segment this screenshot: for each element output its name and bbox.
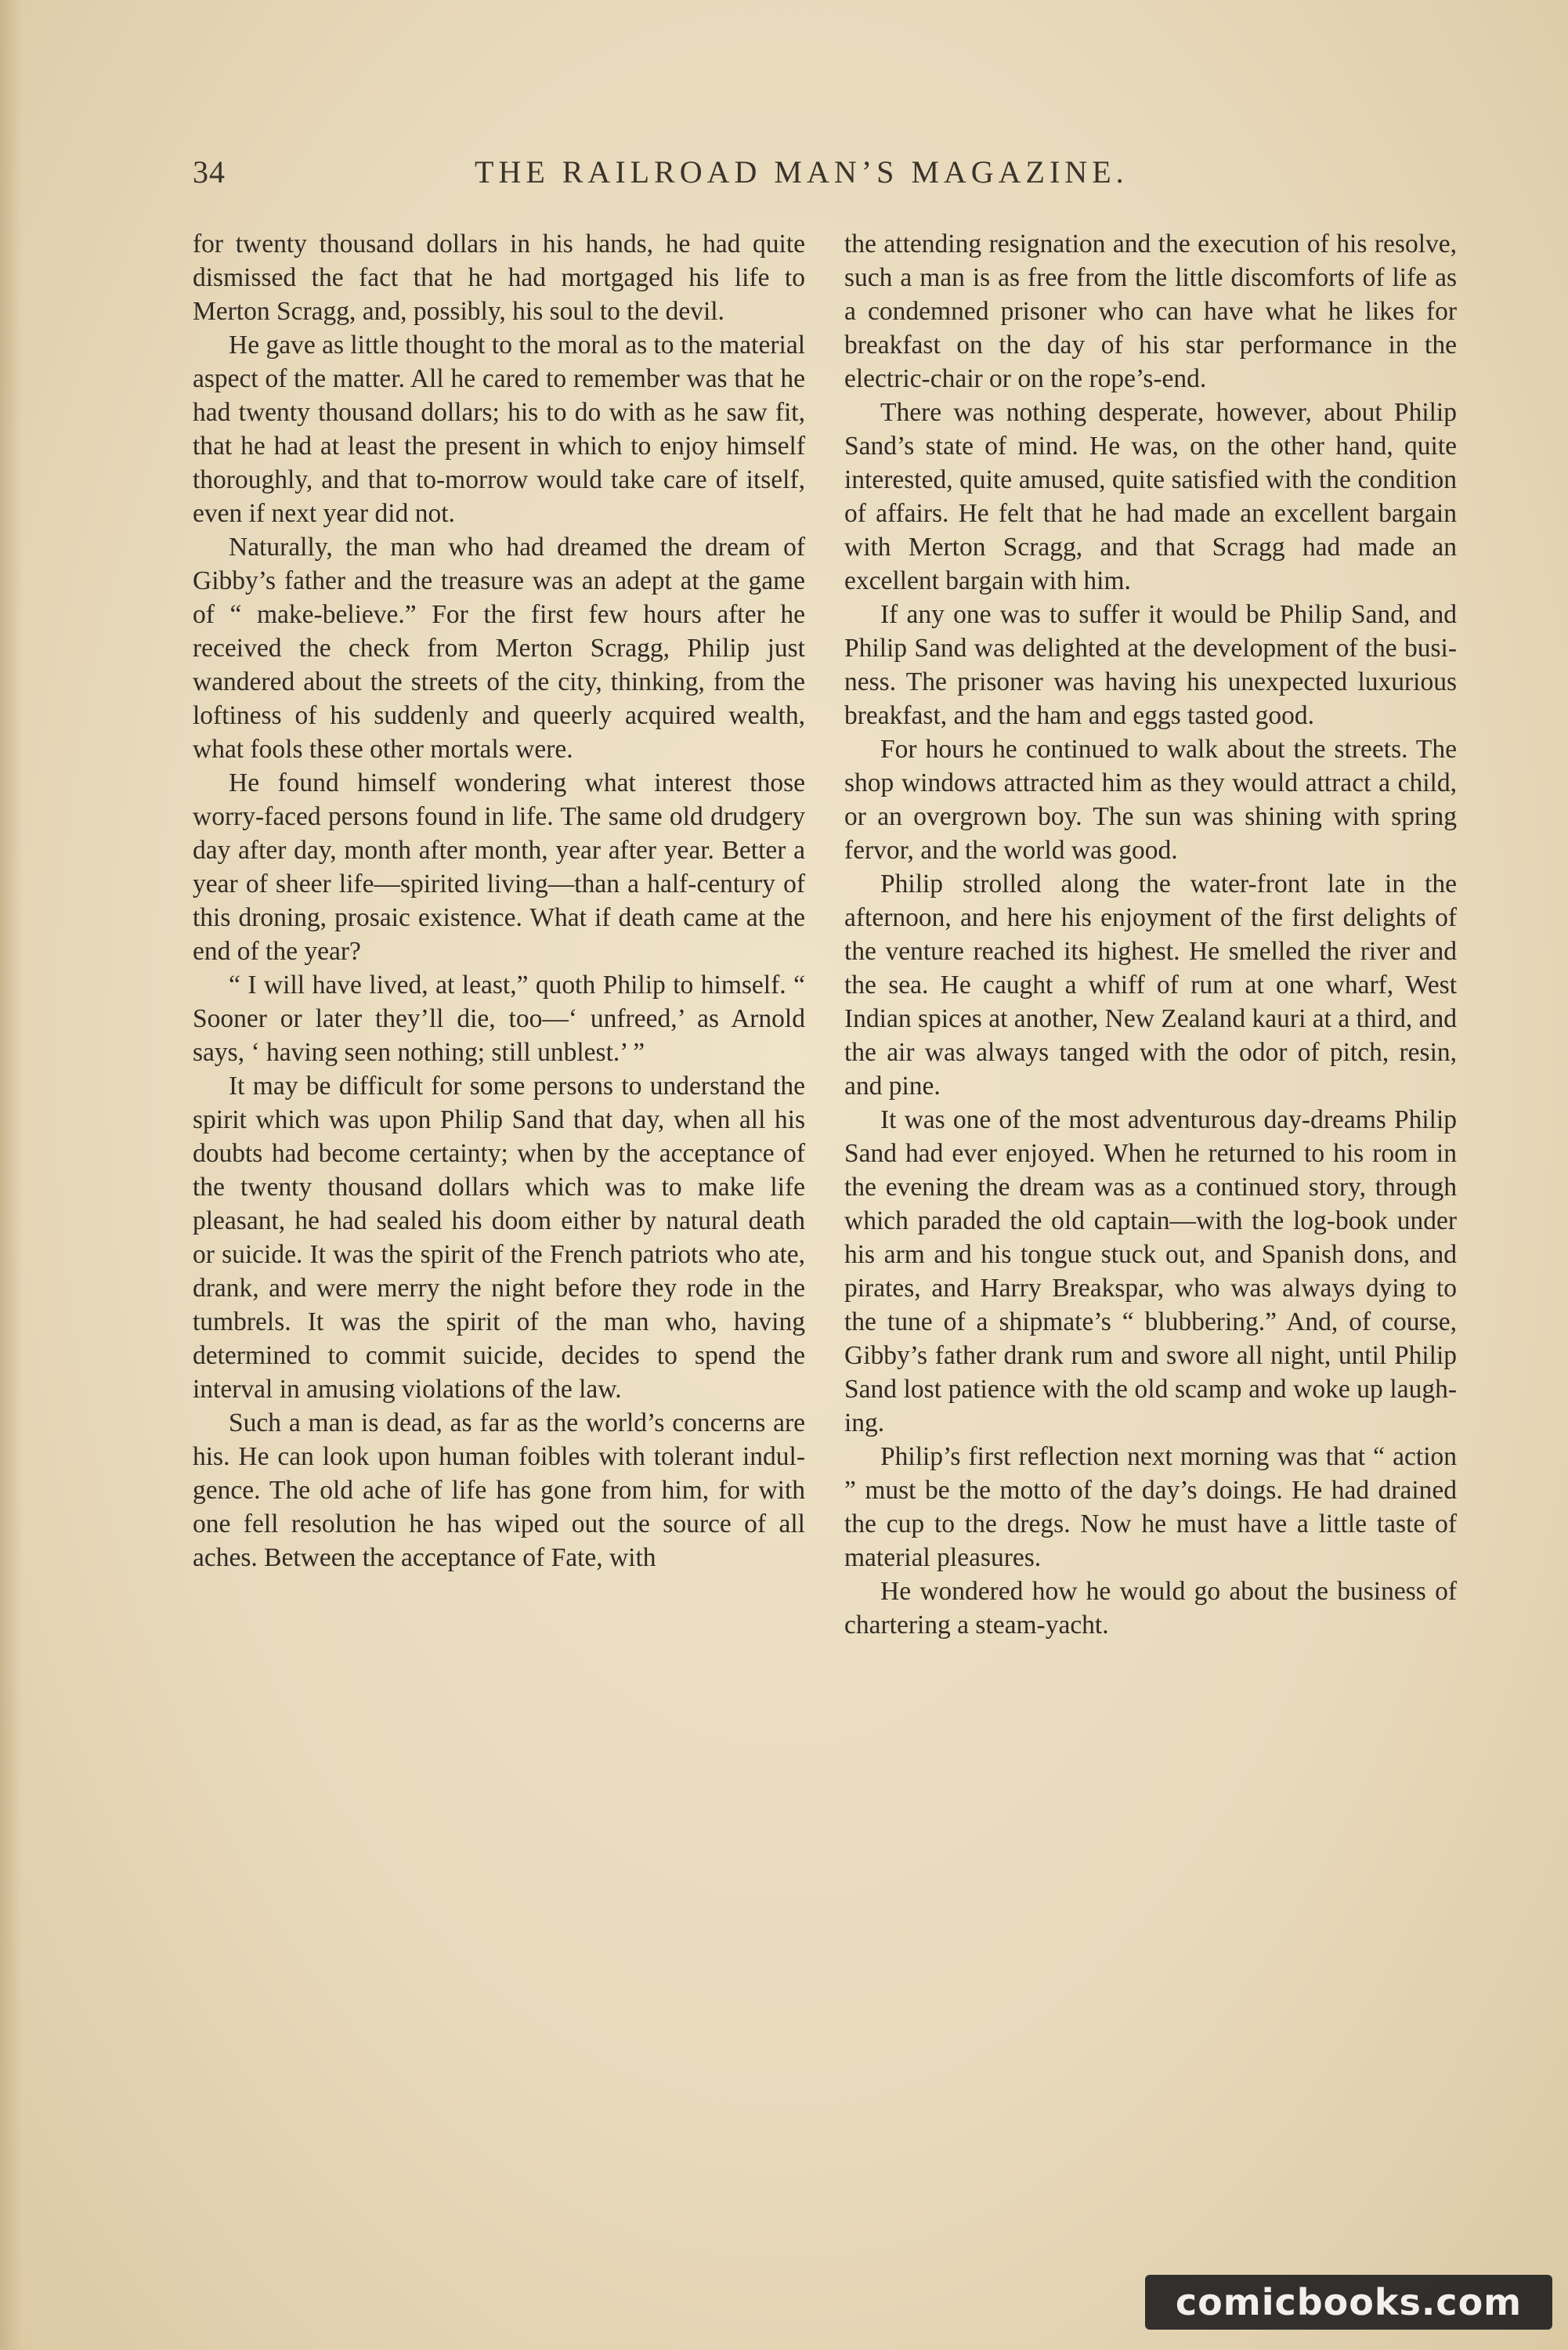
paragraph: If any one was to suffer it would be Philip Sand, and Philip Sand was delighted at the development of the business. The prisoner was having his unexpected luxurious breakfast, and the ham and eggs tasted good.: [844, 600, 1457, 730]
paragraph: For hours he continued to walk about the streets. The shop windows attracted him as they would attract a child, or an overgrown boy. The sun was shining with spring fervor, and the world was good.: [844, 735, 1457, 865]
site-watermark: comicbooks.com: [1145, 2275, 1552, 2330]
paragraph: the attending resignation and the execution of his resolve, such a man is as free from the little discomforts of life as a condemned prisoner who can have what he likes for breakfast on the day of his star performance in the electric-chair or on the rope’s-end.: [844, 230, 1457, 393]
paragraph: Philip strolled along the water-front late in the afternoon, and here his enjoyment of the first delights of the venture reached its highest. He smelled the river and the sea. He caught a whiff of rum at one wharf, West Indian spices at another, New Zealand kauri at a third, and the air was always tanged with the odor of pitch, resin, and pine.: [844, 870, 1457, 1101]
page-number: 34: [193, 154, 226, 190]
paragraph: He found himself wondering what interest those worry-faced persons found in life. The same old drudgery day after day, month after month, year after year. Better a year of sheer life—spirited living—than a half-century of this droning, prosaic existence. What if death came at the end of the year?: [193, 768, 805, 966]
page-edge-shadow: [0, 0, 22, 2350]
paragraph: It may be difficult for some persons to understand the spirit which was upon Philip Sand that day, when all his doubts had become certainty; when by the acceptance of the twenty thousand dollars which was to make life pleasant, he had sealed his doom either by natural death or suicide. It was the spirit of the French patriots who ate, drank, and were merry the night before they rode in the tumbrels. It was the spirit of the man who, having determined to commit suicide, decides to spend the interval in amusing violations of the law.: [193, 1072, 805, 1404]
paragraph: Such a man is dead, as far as the world’s concerns are his. He can look upon human foibles with tolerant indulgence. The old ache of life has gone from him, for with one fell resolution he has wiped out the source of all aches. Between the acceptance of Fate, with: [193, 1408, 805, 1572]
right-text-column: [844, 227, 1457, 1642]
left-text-column: [193, 227, 805, 1574]
paragraph: for twenty thousand dollars in his hands, he had quite dismissed the fact that he had mortgaged his life to Merton Scragg, and, possibly, his soul to the devil.: [193, 230, 805, 326]
page-header: [193, 154, 1407, 208]
paragraph: It was one of the most adventurous day-dreams Philip Sand had ever enjoyed. When he returned to his room in the evening the dream was as a continued story, through which paraded the old captain—with the log-book under his arm and his tongue stuck out, and Spanish dons, and pirates, and Harry Breakspar, who was always dying to the tune of a shipmate’s “ blubbering.” And, of course, Gibby’s father drank rum and swore all night, until Philip Sand lost patience with the old scamp and woke up laughing.: [844, 1105, 1457, 1437]
paragraph: He gave as little thought to the moral as to the material aspect of the matter. All he cared to remember was that he had twenty thousand dollars; his to do with as he saw fit, that he had at least the present in which to enjoy himself thoroughly, and that to-morrow would take care of itself, even if next year did not.: [193, 331, 805, 528]
paragraph: There was nothing desperate, however, about Philip Sand’s state of mind. He was, on the other hand, quite interested, quite amused, quite satisfied with the condition of affairs. He felt that he had made an excellent bargain with Merton Scragg, and that Scragg had made an excellent bargain with him.: [844, 398, 1457, 595]
running-title: THE RAILROAD MAN’S MAGAZINE.: [475, 154, 1129, 190]
paragraph: “ I will have lived, at least,” quoth Philip to himself. “ Sooner or later they’ll die, too—‘ unfreed,’ as Arnold says, ‘ having seen nothing; still unblest.’ ”: [193, 971, 805, 1067]
paragraph: He wondered how he would go about the business of chartering a steam-yacht.: [844, 1577, 1457, 1640]
paragraph: Naturally, the man who had dreamed the dream of Gibby’s father and the treasure was an adept at the game of “ make-believe.” For the first few hours after he received the check from Merton Scragg, Philip just wandered about the streets of the city, thinking, from the loftiness of his suddenly and queerly acquired wealth, what fools these other mortals were.: [193, 533, 805, 764]
paragraph: Philip’s first reflection next morning was that “ action ” must be the motto of the day’s doings. He had drained the cup to the dregs. Now he must have a little taste of material pleasures.: [844, 1442, 1457, 1572]
